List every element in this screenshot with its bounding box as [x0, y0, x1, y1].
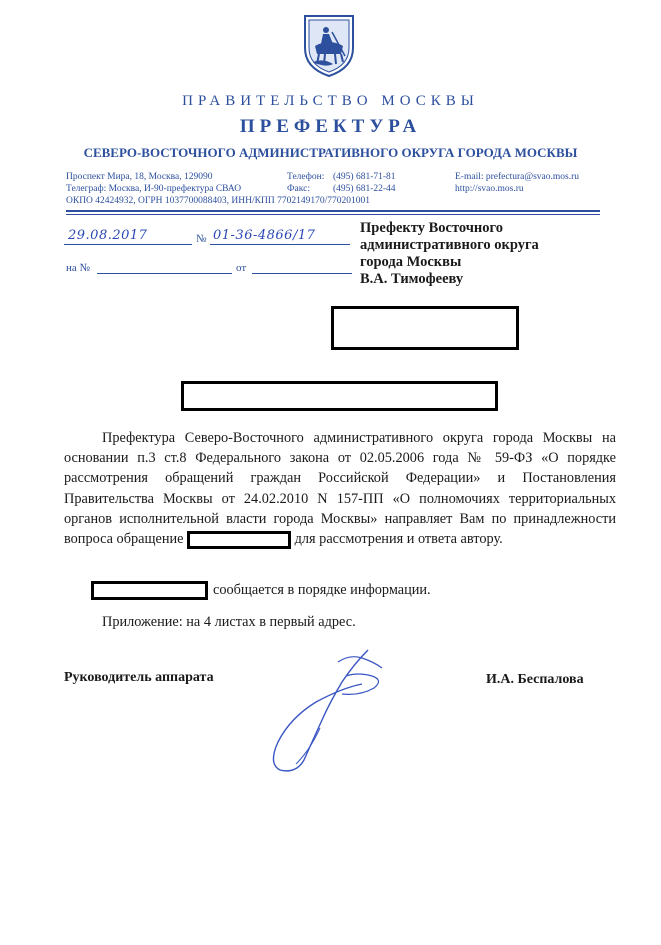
redacted-inline	[187, 531, 291, 549]
reply-number-line	[97, 273, 232, 274]
government-heading: ПРАВИТЕЛЬСТВО МОСКВЫ	[182, 93, 479, 109]
phone-label: Телефон:	[287, 172, 325, 182]
outgoing-date: 29.08.2017	[68, 228, 148, 243]
letter-body	[64, 428, 616, 549]
outgoing-number: 01-36-4866/17	[213, 228, 316, 243]
info-paragraph: сообщается в порядке информации.	[213, 582, 431, 598]
redacted-block	[331, 306, 519, 350]
letterhead-divider-thin	[66, 214, 600, 215]
addressee-line: административного округа	[360, 237, 539, 253]
website-line: http://svao.mos.ru	[455, 184, 524, 194]
fax-label: Факс:	[287, 184, 310, 194]
handwritten-signature	[250, 632, 420, 782]
prefecture-heading: ПРЕФЕКТУРА	[239, 116, 422, 137]
addressee-line: города Москвы	[360, 254, 462, 270]
phone-value: (495) 681-71-81	[333, 172, 396, 182]
district-heading: СЕВЕРО-ВОСТОЧНОГО АДМИНИСТРАТИВНОГО ОКРУГА ГОРОДА МОСКВЫ	[83, 145, 578, 160]
body-text-part2: для рассмотрения и ответа автору.	[294, 531, 503, 548]
fax-value: (495) 681-22-44	[333, 184, 396, 194]
registry-line: ОКПО 42424932, ОГРН 1037700088403, ИНН/КПП 7702149170/770201001	[66, 196, 370, 206]
email-line: E-mail: prefectura@svao.mos.ru	[455, 172, 580, 182]
addressee-line: В.А. Тимофееву	[360, 271, 464, 287]
moscow-coat-of-arms-icon	[299, 10, 359, 80]
letterhead-divider-thick	[66, 210, 600, 212]
redacted-block	[181, 381, 498, 411]
redacted-inline	[91, 581, 208, 600]
attachment-line: Приложение: на 4 листах в первый адрес.	[102, 614, 356, 630]
signatory-name: И.А. Беспалова	[486, 672, 584, 687]
number-label: №	[196, 233, 207, 245]
addressee-block	[360, 220, 600, 288]
reply-date-line	[252, 273, 352, 274]
date-line	[64, 244, 192, 245]
number-line	[210, 244, 350, 245]
signatory-position: Руководитель аппарата	[64, 670, 214, 685]
addressee-line: Префекту Восточного	[360, 220, 504, 236]
address-line: Проспект Мира, 18, Москва, 129090	[66, 172, 213, 182]
body-paragraph	[64, 428, 616, 549]
body-text-part1: Префектура Северо-Восточного административного округа города Москвы на основании п.3 ст.8 Федерального закона от 02.05.2006 года № 59-ФЗ «О порядке рассмотрения обращений граждан Российской Федерации» и Постановления Правительства Москвы от 24.02.2010 N 157-ПП «О полномочиях территориальных органов исполнительной власти города Москвы» направляет Вам по принадлежности вопроса обращение	[64, 430, 616, 548]
telegraph-line: Телеграф: Москва, И-90-префектура СВАО	[66, 184, 242, 194]
reply-to-label: на №	[66, 262, 91, 274]
from-label: от	[236, 262, 247, 274]
